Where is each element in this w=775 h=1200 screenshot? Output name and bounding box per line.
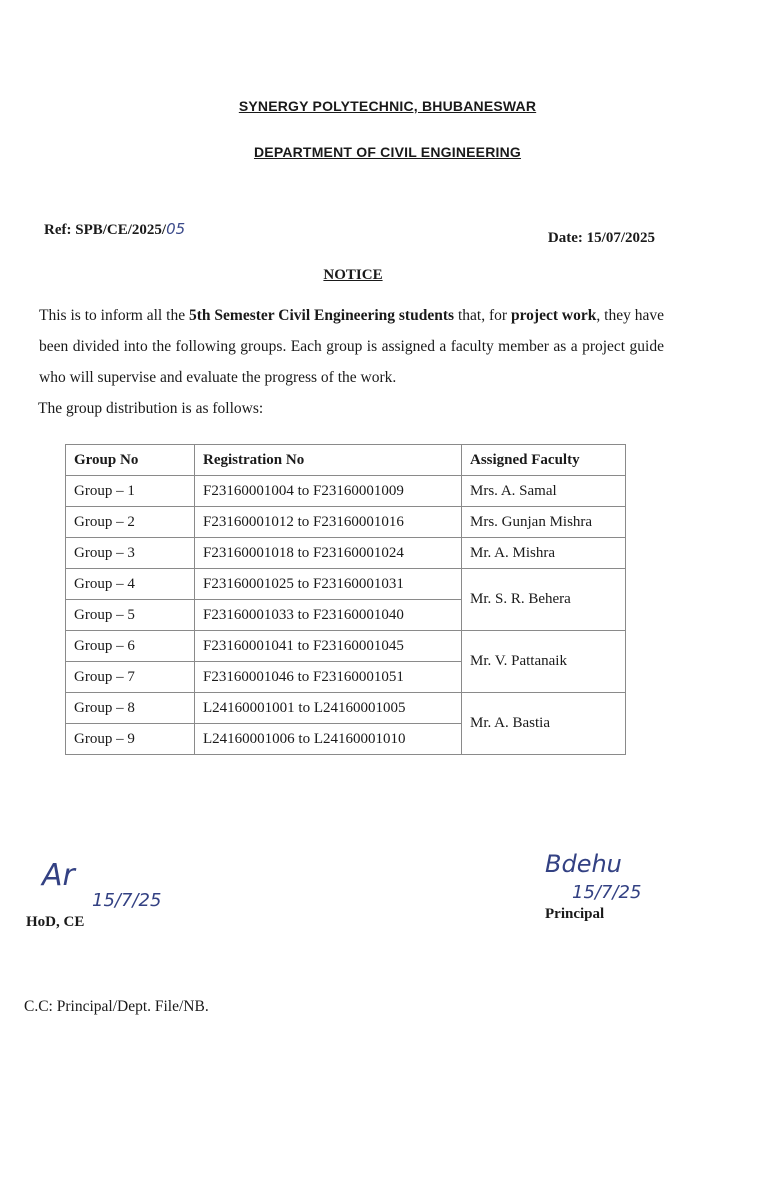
registration-cell: F23160001046 to F23160001051 — [195, 662, 462, 693]
group-table — [65, 444, 626, 755]
header-group-no: Group No — [66, 445, 195, 476]
group-cell: Group – 6 — [66, 631, 195, 662]
notice-body — [39, 300, 664, 393]
header-registration-no: Registration No — [195, 445, 462, 476]
hod-signature: Ar — [42, 858, 75, 893]
group-cell: Group – 8 — [66, 693, 195, 724]
reference-handwritten-number: 05 — [166, 220, 186, 238]
reference-label: Ref: SPB/CE/2025/ — [44, 222, 167, 238]
body-bold-project-work: project work — [510, 307, 597, 324]
registration-cell: L24160001001 to L24160001005 — [195, 693, 462, 724]
group-cell: Group – 9 — [66, 724, 195, 755]
faculty-cell: Mr. S. R. Behera — [462, 569, 626, 631]
group-cell: Group – 7 — [66, 662, 195, 693]
registration-cell: F23160001018 to F23160001024 — [195, 538, 462, 569]
registration-cell: F23160001004 to F23160001009 — [195, 476, 462, 507]
group-cell: Group – 1 — [66, 476, 195, 507]
faculty-cell: Mr. V. Pattanaik — [462, 631, 626, 693]
body-text-part: that, for — [454, 307, 511, 324]
table-row — [66, 538, 626, 569]
reference-number — [44, 220, 185, 239]
faculty-cell: Mrs. A. Samal — [462, 476, 626, 507]
group-cell: Group – 3 — [66, 538, 195, 569]
group-cell: Group – 2 — [66, 507, 195, 538]
carbon-copy-line: C.C: Principal/Dept. File/NB. — [24, 998, 209, 1015]
table-header-row — [66, 445, 626, 476]
table-row — [66, 507, 626, 538]
faculty-cell: Mrs. Gunjan Mishra — [462, 507, 626, 538]
distribution-intro: The group distribution is as follows: — [38, 400, 264, 417]
group-cell: Group – 5 — [66, 600, 195, 631]
registration-cell: F23160001025 to F23160001031 — [195, 569, 462, 600]
registration-cell: F23160001033 to F23160001040 — [195, 600, 462, 631]
notice-title: NOTICE — [323, 267, 383, 283]
notice-date: Date: 15/07/2025 — [547, 230, 655, 246]
body-text-part: , they have been divided into the following groups. Each group is assigned a faculty member as a project guide who will supervise and evaluate the progress of the work. — [39, 307, 664, 386]
registration-cell: F23160001041 to F23160001045 — [195, 631, 462, 662]
table-row — [66, 569, 626, 600]
table-row — [66, 631, 626, 662]
body-bold-students: 5th Semester Civil Engineering students — [188, 307, 455, 324]
principal-label: Principal — [545, 906, 605, 922]
group-cell: Group – 4 — [66, 569, 195, 600]
faculty-cell: Mr. A. Bastia — [462, 693, 626, 755]
header-assigned-faculty: Assigned Faculty — [462, 445, 626, 476]
department-name: DEPARTMENT OF CIVIL ENGINEERING — [253, 144, 522, 160]
faculty-cell: Mr. A. Mishra — [462, 538, 626, 569]
principal-signature: Bdehu — [545, 850, 622, 878]
registration-cell: F23160001012 to F23160001016 — [195, 507, 462, 538]
hod-signature-date: 15/7/25 — [92, 890, 162, 911]
institute-name: SYNERGY POLYTECHNIC, BHUBANESWAR — [238, 98, 537, 114]
table-row — [66, 693, 626, 724]
hod-label: HoD, CE — [26, 914, 85, 930]
body-text-part: This is to inform all the — [39, 307, 189, 324]
registration-cell: L24160001006 to L24160001010 — [195, 724, 462, 755]
table-row — [66, 476, 626, 507]
principal-signature-date: 15/7/25 — [572, 882, 642, 903]
